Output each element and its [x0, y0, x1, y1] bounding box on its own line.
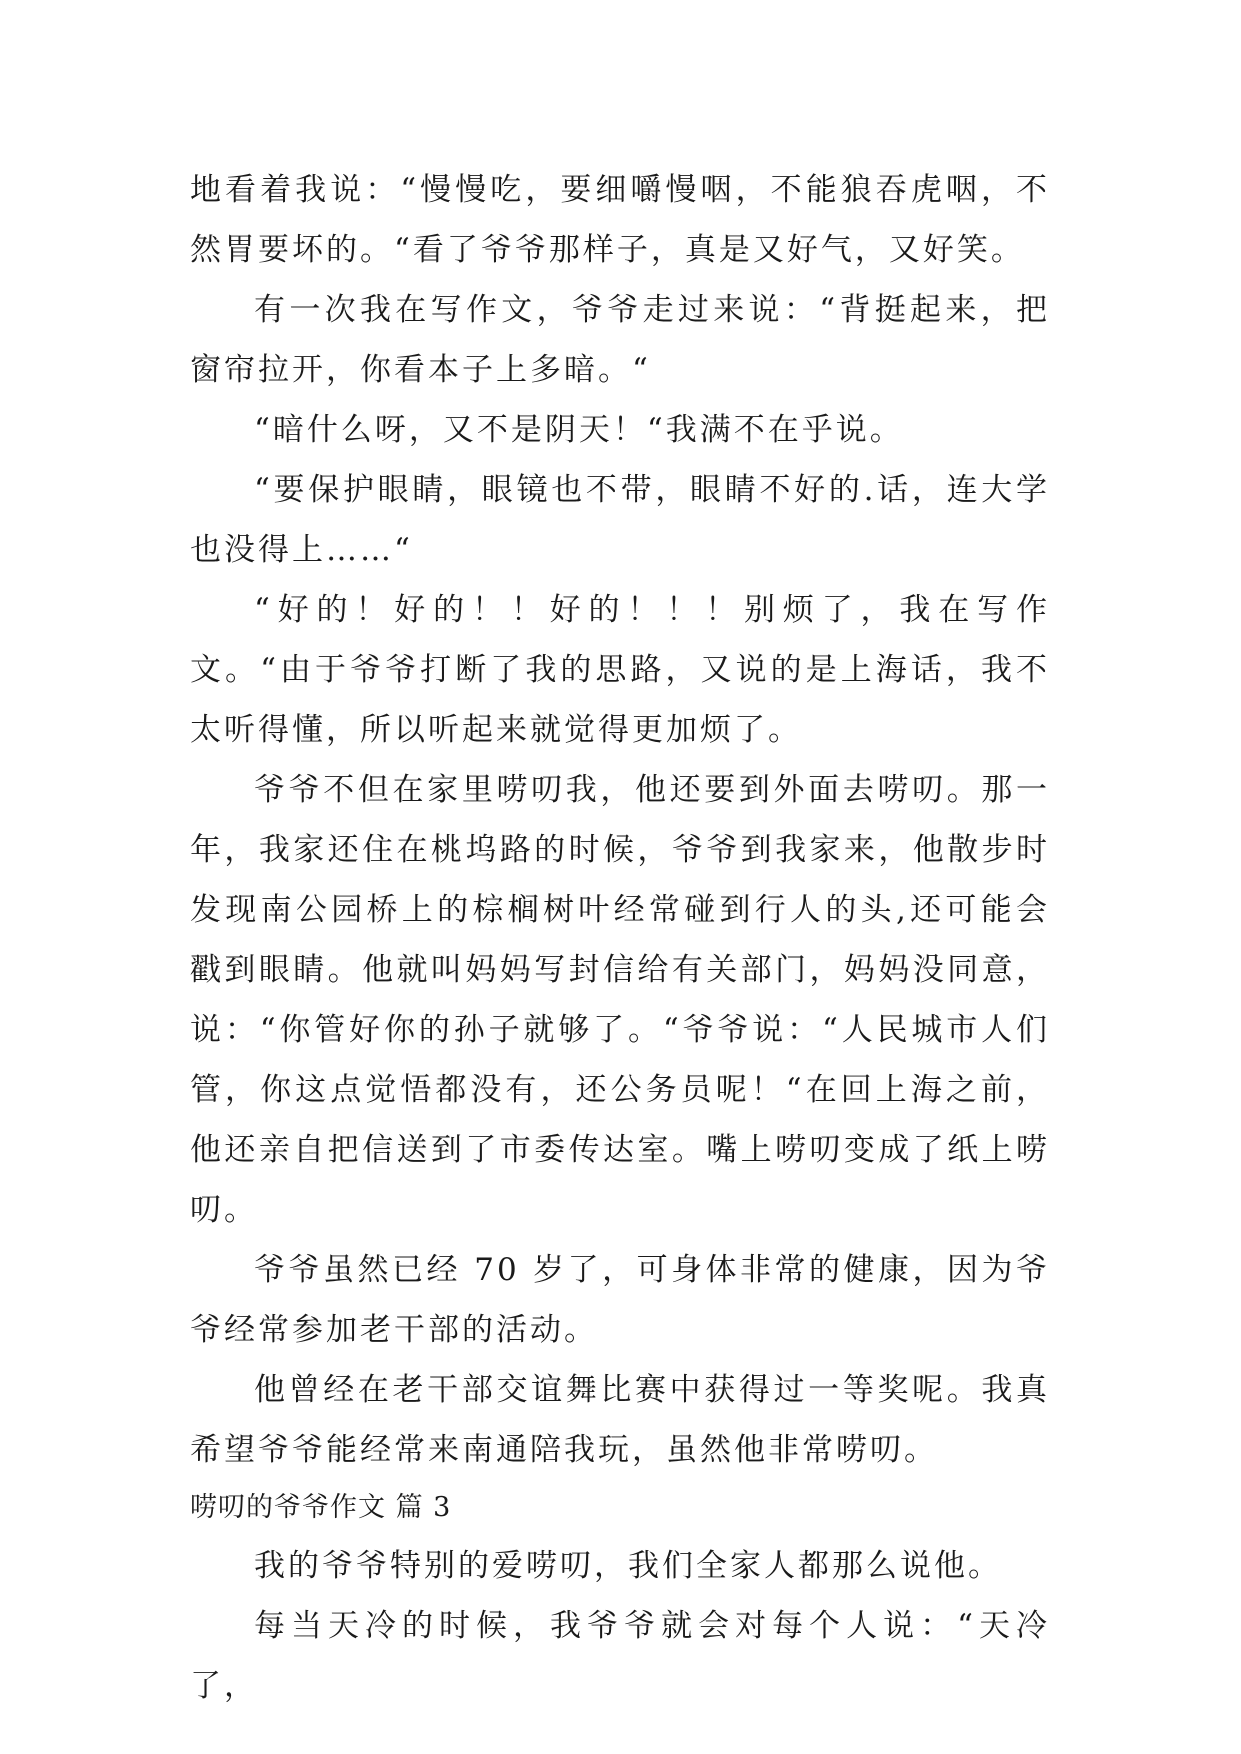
paragraph: “好的！好的！！好的！！！别烦了，我在写作文。“由于爷爷打断了我的思路，又说的是上海话，我不太听得懂，所以听起来就觉得更加烦了。 [190, 592, 1050, 748]
paragraph: 爷爷虽然已经 70 岁了，可身体非常的健康，因为爷爷经常参加老干部的活动。 [190, 1252, 1050, 1348]
paragraph: 我的爷爷特别的爱唠叨，我们全家人都那么说他。 [254, 1548, 1002, 1584]
paragraph: 每当天冷的时候，我爷爷就会对每个人说：“天冷了， [190, 1608, 1050, 1704]
document-page [190, 160, 1050, 1716]
paragraph: “暗什么呀，又不是阴天！“我满不在乎说。 [254, 412, 904, 448]
section-heading: 唠叨的爷爷作文 篇 3 [190, 1492, 452, 1523]
paragraph: 有一次我在写作文，爷爷走过来说：“背挺起来，把窗帘拉开，你看本子上多暗。“ [190, 292, 1050, 388]
paragraph: 爷爷不但在家里唠叨我，他还要到外面去唠叨。那一年，我家还住在桃坞路的时候，爷爷到我家来，他散步时发现南公园桥上的棕榈树叶经常碰到行人的头,还可能会戳到眼睛。他就叫妈妈写封信给有关部门，妈妈没同意，说：“你管好你的孙子就够了。“爷爷说：“人民城市人们管，你这点觉悟都没有，还公务员呢！“在回上海之前，他还亲自把信送到了市委传达室。嘴上唠叨变成了纸上唠叨。 [190, 772, 1050, 1228]
paragraph: “要保护眼睛，眼镜也不带，眼睛不好的.话，连大学也没得上……“ [190, 472, 1050, 568]
paragraph-continuation: 地看着我说：“慢慢吃，要细嚼慢咽，不能狼吞虎咽，不然胃要坏的。“看了爷爷那样子，真是又好气，又好笑。 [190, 172, 1050, 268]
paragraph: 他曾经在老干部交谊舞比赛中获得过一等奖呢。我真希望爷爷能经常来南通陪我玩，虽然他非常唠叨。 [190, 1372, 1050, 1468]
